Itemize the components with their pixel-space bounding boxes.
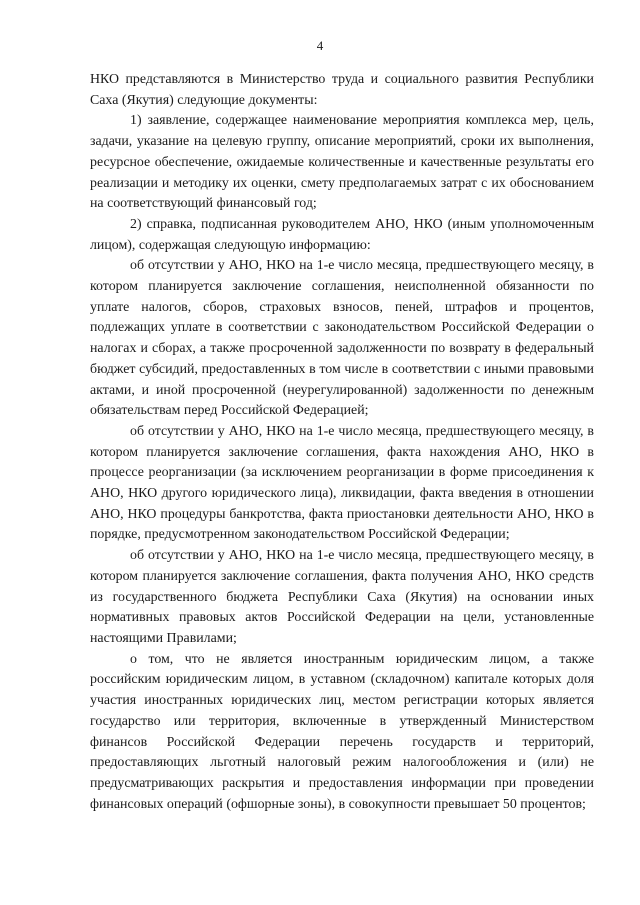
paragraph-no-debt: об отсутствии у АНО, НКО на 1-е число месяца, предшествующего месяцу, в котором планируется заключение соглашения, неисполненной обязанности по уплате налогов, сборов, страховых взносов, пеней, штрафов и процентов, подлежащих уплате в соответствии с законодательством Российской Федерации о налогах и сборах, а также просроченной задолженности по возврату в федеральный бюджет субсидий, предоставленных в том числе в соответствии с иными правовыми актами, и иной просроченной (неурегулированной) задолженности по денежным обязательствам перед Российской Федерацией;: [90, 258, 594, 419]
paragraph-no-other-funds: об отсутствии у АНО, НКО на 1-е число месяца, предшествующего месяцу, в котором планируется заключение соглашения, факта получения АНО, НКО средств из государственного бюджета Республики Саха (Якутия) на основании иных нормативных правовых актов Российской Федерации на цели, установленные настоящими Правилами;: [90, 548, 594, 646]
document-body: [90, 70, 594, 815]
paragraph-intro: НКО представляются в Министерство труда и социального развития Республики Саха (Якутия) следующие документы:: [90, 72, 594, 108]
paragraph-no-reorganization: об отсутствии у АНО, НКО на 1-е число месяца, предшествующего месяцу, в котором планируется заключение соглашения, факта нахождения АНО, НКО в процессе реорганизации (за исключением реорганизации в форме присоединения к АНО, НКО другого юридического лица), ликвидации, факта введения в отношении АНО, НКО процедуры банкротства, факта приостановки деятельности АНО, НКО в порядке, предусмотренном законодательством Российской Федерации;: [90, 423, 594, 543]
paragraph-item-1-application: 1) заявление, содержащее наименование мероприятия комплекса мер, цель, задачи, указание на целевую группу, описание мероприятий, сроки их выполнения, ресурсное обеспечение, ожидаемые количественные и качественные результаты его реализации и методику их оценки, смету предполагаемых затрат с их обоснованием на соответствующий финансовый год;: [90, 113, 594, 212]
paragraph-not-foreign-entity: о том, что не является иностранным юридическим лицом, а также российским юридическим лицом, в уставном (складочном) капитале которых доля участия иностранных юридических лиц, местом регистрации которых является государство или территория, включенные в утвержденный Министерством финансов Российской Федерации перечень государств и территорий, предоставляющих льготный налоговый режим налогообложения и (или) не предусматривающих раскрытия и предоставления информации при проведении финансовых операций (офшорные зоны), в совокупности превышает 50 процентов;: [90, 651, 594, 812]
paragraph-item-2-certificate: 2) справка, подписанная руководителем АНО, НКО (иным уполномоченным лицом), содержащая следующую информацию:: [90, 216, 594, 253]
page-number: 4: [316, 38, 324, 53]
